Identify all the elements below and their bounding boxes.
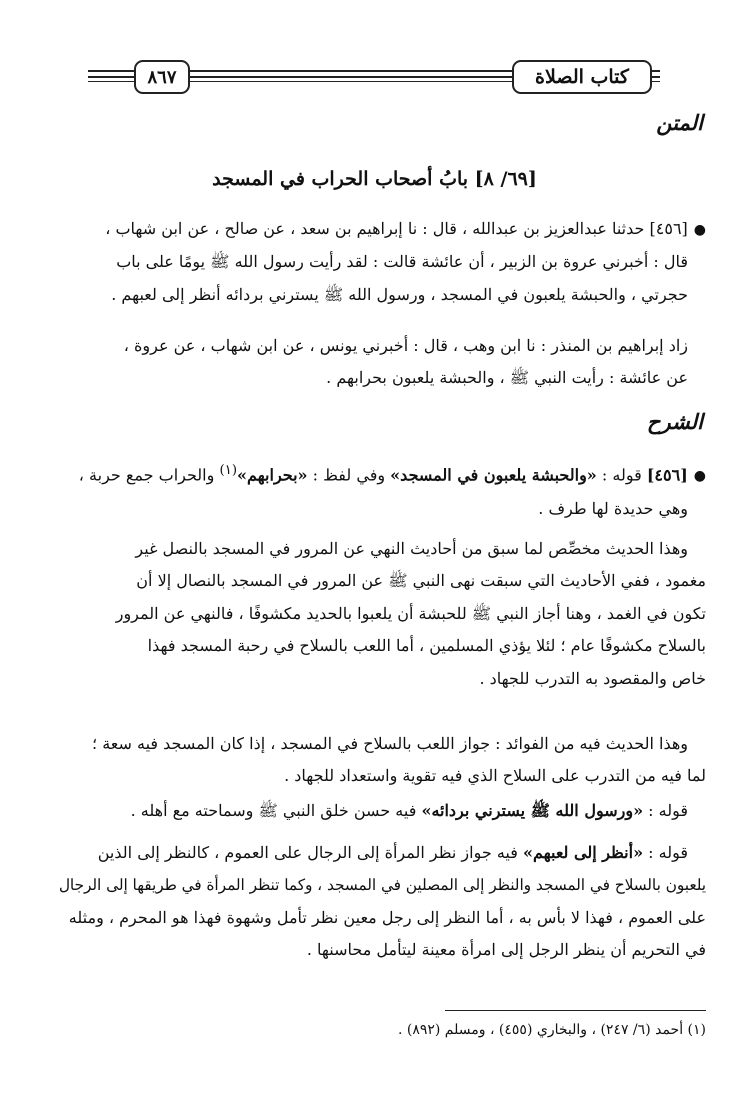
hadith-addition: [58, 330, 706, 395]
text-line: بالسلاح مكشوفًا عام ؛ لئلا يؤذي المسلمين ، أما اللعب بالسلاح في رحبة المسجد فهذا: [147, 636, 706, 656]
text-line: ●[٤٥٦] قوله : «والحبشة يلعبون في المسجد» وفي لفظ : «بحرابهم»$^{(١)}$ والحراب جمع حربة ،: [78, 463, 706, 485]
quoted-phrase: «بحرابهم»: [237, 465, 308, 485]
text-line: قال : أخبرني عروة بن الزبير ، أن عائشة قالت : لقد رأيت رسول الله ﷺ يومًا على باب: [116, 252, 688, 272]
quoted-phrase: «أنظر إلى لعبهم»: [522, 843, 644, 862]
text-line: مغمود ، ففي الأحاديث التي سبقت نهى النبي ﷺ عن المرور في المسجد بالنصال إلا أن: [136, 571, 706, 591]
text-line: في التحريم أن ينظر الرجل إلى امرأة معينة ليتأمل محاسنها .: [306, 940, 706, 960]
quoted-phrase: «ورسول الله ﷺ يسترني بردائه»: [421, 801, 644, 820]
footnote: (١) أحمد (٦/ ٢٤٧) ، والبخاري (٤٥٥) ، ومسلم (٨٩٢) .: [397, 1022, 706, 1038]
text-line: على العموم ، فهذا لا بأس به ، أما النظر إلى رجل معين نظر تأمل وشهوة فهذا هو المحرم ، ومثله: [68, 907, 706, 927]
text-line: قوله : «أنظر إلى لعبهم» فيه جواز نظر المرأة إلى الرجال على العموم ، كالنظر إلى الذين: [97, 843, 688, 862]
text-line: تكون في الغمد ، وهنا أجاز النبي ﷺ للحبشة أن يلعبوا بالحديد مكشوفًا ، فالنهي عن المرور: [115, 603, 706, 623]
footnote-ref: (١): [219, 463, 238, 478]
commentary-paragraph: [58, 795, 706, 827]
text-line: خاص والمقصود به التدرب للجهاد .: [479, 668, 706, 688]
running-title: كتاب الصلاة: [512, 60, 652, 94]
commentary-paragraph: [58, 533, 706, 695]
text-line: زاد إبراهيم بن المنذر : نا ابن وهب ، قال : أخبرني يونس ، عن ابن شهاب ، عن عروة ،: [123, 336, 688, 355]
chapter-heading: [٦٩/ ٨] بابُ أصحاب الحراب في المسجد: [212, 168, 537, 190]
text-line: وهذا الحديث مخصِّص لما سبق من أحاديث النهي عن المرور في المسجد بالنصل غير: [135, 539, 688, 558]
text-line: لما فيه من التدرب على السلاح الذي فيه تقوية واستعداد للجهاد .: [284, 766, 706, 786]
matn-label: المتن: [656, 110, 703, 135]
text-line: ●[٤٥٦] حدثنا عبدالعزيز بن عبدالله ، قال : نا إبراهيم بن سعد ، عن صالح ، عن ابن شهاب ،: [105, 219, 706, 238]
commentary-paragraph: [58, 455, 706, 525]
page-number: ٨٦٧: [134, 60, 190, 94]
text-line: عن عائشة : رأيت النبي ﷺ ، والحبشة يلعبون بحرابهم .: [326, 368, 688, 388]
text-line: وهي حديدة لها طرف .: [538, 498, 688, 518]
text-line: يلعبون بالسلاح في المسجد والنظر إلى المصلين في المسجد ، وكما تنظر المرأة في طريقها إلى الرجال: [58, 876, 706, 895]
bullet-icon: ●: [693, 468, 706, 485]
text-line: قوله : «ورسول الله ﷺ يسترني بردائه» فيه حسن خلق النبي ﷺ وسماحته مع أهله .: [130, 801, 688, 820]
commentary-paragraph: [58, 837, 706, 967]
quoted-phrase: «والحبشة يلعبون في المسجد»: [390, 465, 597, 485]
footnote-separator: [445, 1010, 706, 1011]
text-line: حجرتي ، والحبشة يلعبون في المسجد ، ورسول الله ﷺ يسترني بردائه أنظر إلى لعبهم .: [111, 284, 688, 304]
hadith-text: [58, 213, 706, 311]
sharh-label: الشرح: [646, 409, 703, 434]
commentary-paragraph: [58, 728, 706, 793]
text-line: وهذا الحديث فيه من الفوائد : جواز اللعب بالسلاح في المسجد ، إذا كان المسجد فيه سعة ؛: [92, 734, 688, 753]
bullet-icon: ●: [693, 222, 706, 238]
